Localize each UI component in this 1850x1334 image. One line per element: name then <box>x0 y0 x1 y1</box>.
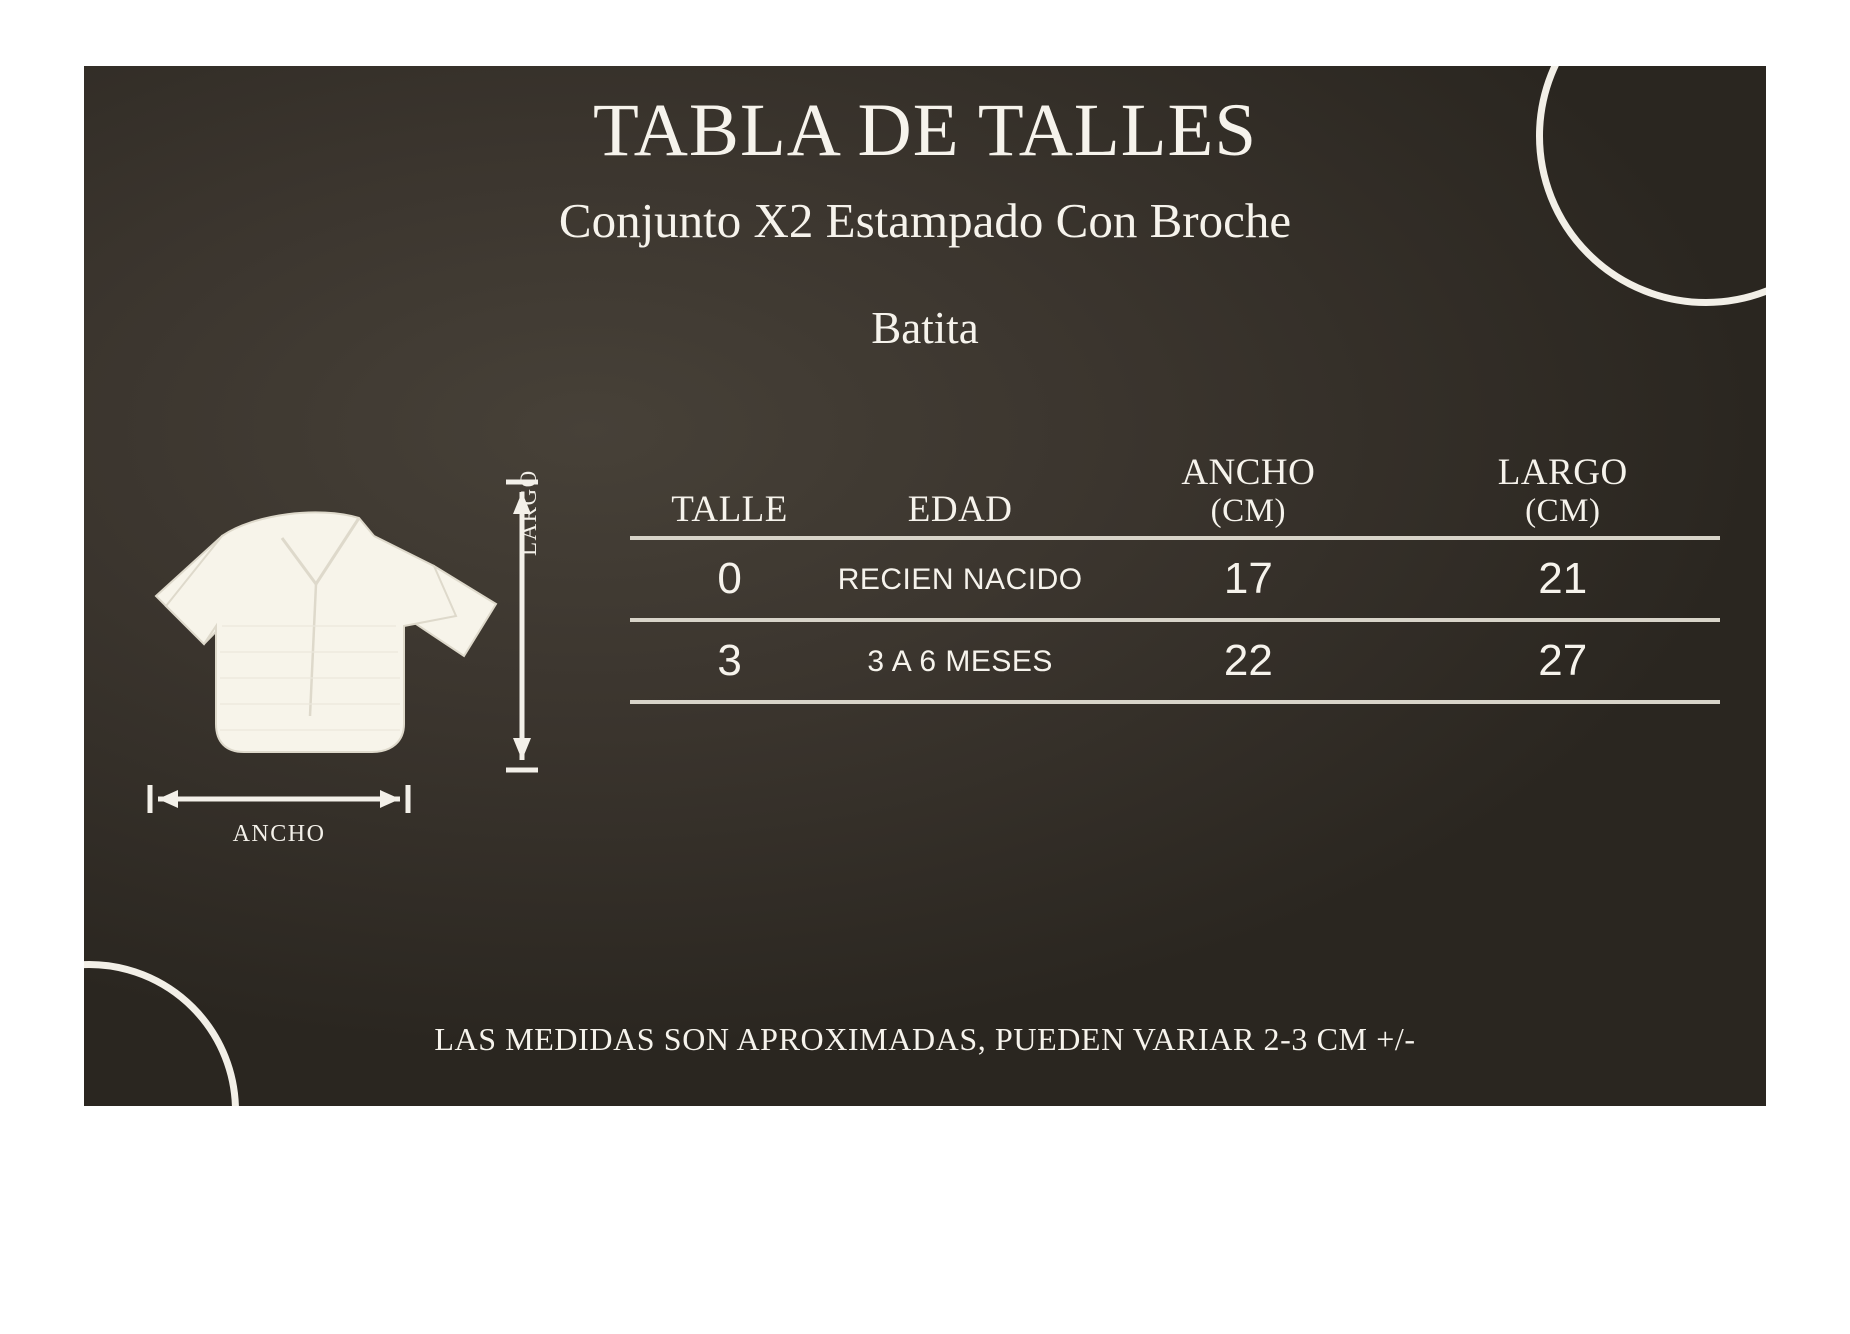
column-header-talle <box>630 452 829 538</box>
width-measure-arrow <box>144 781 414 817</box>
width-label: ANCHO <box>232 821 326 847</box>
column-header-ancho <box>1091 452 1405 538</box>
garment-name: Batita <box>871 303 979 353</box>
size-table-container <box>630 452 1720 704</box>
table-row <box>630 620 1720 702</box>
column-header-talle-label: TALLE <box>671 488 788 530</box>
column-header-largo-label: LARGO <box>1497 452 1628 493</box>
table-header <box>630 452 1720 538</box>
column-header-largo-unit: (CM) <box>1525 493 1601 530</box>
cell-edad: RECIEN NACIDO <box>837 562 1083 596</box>
cell-largo: 27 <box>1538 636 1588 686</box>
page-title: TABLA DE TALLES <box>592 89 1258 172</box>
cell-talle: 3 <box>717 636 742 686</box>
length-label: LARGO <box>516 469 541 556</box>
table-body <box>630 538 1720 702</box>
product-subtitle: Conjunto X2 Estampado Con Broche <box>558 193 1292 248</box>
size-table <box>630 452 1720 704</box>
column-header-edad-label: EDAD <box>907 488 1013 530</box>
column-header-ancho-label: ANCHO <box>1181 452 1316 493</box>
column-header-largo <box>1406 452 1720 538</box>
cell-ancho: 22 <box>1223 636 1273 686</box>
column-header-ancho-unit: (CM) <box>1210 493 1287 530</box>
cell-talle: 0 <box>717 554 742 604</box>
disclaimer-text: LAS MEDIDAS SON APROXIMADAS, PUEDEN VARIAR 2-3 CM +/- <box>434 1021 1416 1057</box>
cell-ancho: 17 <box>1223 554 1273 604</box>
column-header-edad <box>829 452 1091 538</box>
size-chart-poster <box>84 66 1766 1106</box>
table-header-row <box>630 452 1720 538</box>
table-row <box>630 538 1720 620</box>
garment-illustration <box>104 466 544 796</box>
cell-edad: 3 A 6 MESES <box>867 644 1053 678</box>
cell-largo: 21 <box>1538 554 1588 604</box>
